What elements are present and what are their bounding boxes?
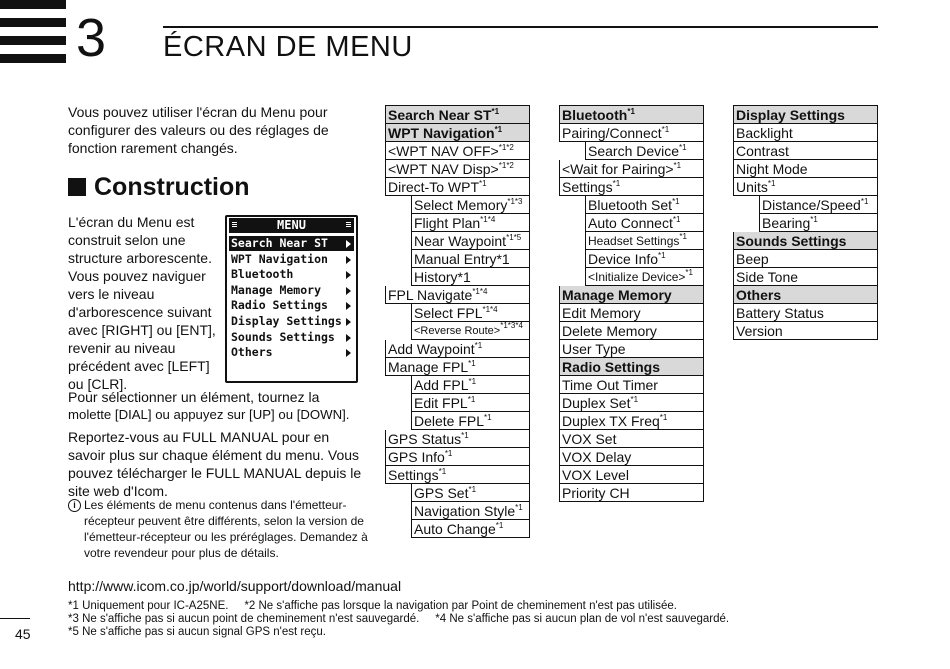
menu-tree-item-label: FPL Navigate [388, 287, 473, 303]
footnote-1: *1 Uniquement pour IC-A25NE. [68, 600, 229, 612]
footnote-mark: *1 [860, 197, 869, 206]
menu-tree-item [385, 466, 530, 484]
menu-screen-item [229, 345, 354, 360]
menu-tree-column-3 [733, 105, 878, 340]
footnote-mark: *1 [661, 125, 670, 134]
menu-tree-item [759, 214, 878, 232]
footnote-mark: *1 [679, 143, 687, 152]
menu-tree-item [411, 520, 530, 538]
menu-tree-item [585, 268, 704, 286]
menu-screen-title-text: MENU [277, 218, 306, 232]
footnote-mark: *1 [495, 521, 504, 530]
menu-screen-item-label: Radio Settings [231, 298, 328, 313]
footnote-mark: *1 [491, 107, 500, 116]
menu-screen-item [229, 252, 354, 267]
menu-screen [225, 215, 358, 383]
menu-tree-heading [733, 286, 878, 304]
footnote-mark: *1 [468, 485, 477, 494]
menu-screen-item [229, 330, 354, 345]
footnote-mark: *1 [468, 377, 477, 386]
chapter-title: ÉCRAN DE MENU [163, 31, 413, 63]
menu-tree-item [559, 322, 704, 340]
footnote-mark: *1 [438, 467, 447, 476]
menu-tree-item-label: GPS Set [414, 485, 469, 501]
menu-screen-item-label: Others [231, 345, 273, 360]
menu-tree-item [559, 466, 704, 484]
menu-tree-item [733, 124, 878, 142]
footnote-mark: *1 [467, 395, 476, 404]
square-bullet-icon [68, 178, 86, 196]
menu-tree-item-label: VOX Set [562, 431, 617, 447]
menu-tree-item-label: <Wait for Pairing> [562, 161, 674, 177]
menu-tree-item-label: <Reverse Route> [414, 325, 501, 337]
menu-tree-column-1 [385, 105, 530, 538]
chevron-right-icon [346, 240, 351, 248]
footnote-2: *2 Ne s'affiche pas lorsque la navigation par Point de cheminement n'est pas utilisée. [244, 600, 677, 612]
menu-tree-item-label: Units [736, 179, 768, 195]
menu-tree-item [733, 142, 878, 160]
menu-screen-item-label: Manage Memory [231, 282, 322, 297]
menu-tree-item-label: Priority CH [562, 485, 630, 501]
menu-tree-item-label: Others [736, 287, 782, 303]
footnote-mark: *1 [685, 268, 693, 277]
menu-tree-item-label: VOX Delay [562, 449, 632, 465]
menu-tree-item [385, 178, 530, 196]
menu-tree-item [559, 160, 704, 178]
menu-tree-item-label: WPT Navigation [388, 125, 495, 141]
chevron-right-icon [346, 271, 351, 279]
chapter-tab-bar [0, 0, 66, 9]
chevron-right-icon [346, 349, 351, 357]
chapter-tab-bar [0, 18, 66, 27]
menu-tree-item-label: Manage Memory [562, 287, 672, 303]
menu-screen-item [229, 236, 354, 251]
footnote-mark: *1 [612, 179, 621, 188]
footnote-mark: *1*3 [507, 197, 523, 206]
menu-tree-item-label: Contrast [736, 143, 789, 159]
menu-lines-icon [346, 222, 351, 223]
menu-tree-heading [559, 358, 704, 376]
footnote-mark: *1 [474, 341, 483, 350]
menu-tree-heading [385, 124, 530, 142]
menu-screen-item-label: Search Near ST [231, 236, 328, 250]
menu-tree-item [559, 340, 704, 358]
menu-tree-item-label: Flight Plan [414, 215, 481, 231]
footnote-mark: *1 [672, 215, 681, 224]
chevron-right-icon [346, 287, 351, 295]
menu-tree-item-label: Side Tone [736, 269, 799, 285]
menu-tree-item-label: Sounds Settings [736, 233, 847, 249]
menu-tree-item-label: <Initialize Device> [588, 270, 686, 284]
menu-tree-item-label: Add FPL [414, 377, 469, 393]
footnotes [68, 600, 938, 639]
page-number: 45 [15, 626, 31, 642]
chapter-tab-bar [0, 54, 66, 63]
menu-tree-item [385, 340, 530, 358]
menu-tree-item-label: User Type [562, 341, 626, 357]
menu-tree-item [385, 160, 530, 178]
menu-tree-item-label: GPS Status [388, 431, 462, 447]
menu-screen-item [229, 314, 354, 329]
menu-tree-item [411, 196, 530, 214]
menu-tree-item-label: History*1 [414, 269, 471, 285]
footnote-mark: *1 [679, 232, 687, 241]
footnote-mark: *1*2 [498, 161, 514, 170]
menu-tree-item-label: Night Mode [736, 161, 808, 177]
menu-tree-item [411, 484, 530, 502]
chevron-right-icon [346, 318, 351, 326]
footnote-mark: *1 [468, 359, 476, 368]
menu-tree-item [411, 232, 530, 250]
menu-tree-heading [733, 106, 878, 124]
footnote-mark: *1*3*4 [500, 321, 523, 330]
menu-tree-item [733, 322, 878, 340]
menu-tree-item-label: Navigation Style [414, 503, 516, 519]
footnote-mark: *1 [659, 413, 668, 422]
footnote-mark: *1 [627, 107, 635, 116]
selection-line-2: molette [DIAL] ou appuyez sur [UP] ou [DOWN]. [68, 407, 350, 422]
menu-tree-item-label: Manual Entry*1 [414, 251, 510, 267]
menu-tree-item [585, 214, 704, 232]
menu-tree-heading [733, 232, 878, 250]
menu-tree-item [733, 250, 878, 268]
menu-tree-item [411, 412, 530, 430]
menu-tree-item [759, 196, 878, 214]
menu-tree-item-label: Duplex TX Freq [562, 413, 660, 429]
menu-tree-item [585, 250, 704, 268]
chapter-rule [163, 26, 878, 28]
page-rule [0, 618, 30, 619]
footnote-mark: *1 [484, 413, 492, 422]
manual-paragraph: Reportez-vous au FULL MANUAL pour en savoir plus sur chaque élément du menu. Vous pouvez télécharger le FULL MANUAL depuis le site web d'Icom. [68, 429, 362, 499]
menu-tree-item [385, 430, 530, 448]
menu-tree-item-label: Settings [388, 467, 439, 483]
menu-tree-item-label: Display Settings [736, 107, 845, 123]
menu-tree-item [411, 268, 530, 286]
menu-tree-item [411, 214, 530, 232]
menu-tree-item-label: Search Near ST [388, 107, 492, 123]
menu-tree-item [733, 268, 878, 286]
menu-tree-item-label: Search Device [588, 143, 680, 159]
menu-tree-item-label: Add Waypoint [388, 341, 475, 357]
menu-tree-item [559, 178, 704, 196]
menu-tree-item-label: Version [736, 323, 783, 339]
menu-tree-item [411, 322, 530, 340]
footnote-mark: *1*2 [498, 143, 514, 152]
menu-tree-item [733, 160, 878, 178]
menu-tree-column-2 [559, 105, 704, 502]
menu-tree-item-label: Delete FPL [414, 413, 485, 429]
footnote-mark: *1 [461, 431, 469, 440]
selection-paragraph [68, 388, 368, 424]
menu-tree-item-label: Backlight [736, 125, 793, 141]
menu-tree-item-label: Select FPL [414, 305, 483, 321]
menu-tree-item [559, 394, 704, 412]
menu-screen-item-label: Bluetooth [231, 267, 294, 282]
download-url: http://www.icom.co.jp/world/support/download/manual [68, 578, 402, 594]
menu-tree-item [585, 232, 704, 250]
menu-tree-item [385, 142, 530, 160]
menu-tree-item [385, 358, 530, 376]
section-heading [68, 172, 250, 202]
menu-tree-item-label: Bearing [762, 215, 811, 231]
menu-tree-item [585, 196, 704, 214]
menu-tree-item-label: Edit FPL [414, 395, 468, 411]
menu-tree-item-label: Select Memory [414, 197, 508, 213]
menu-tree-item-label: Auto Change [414, 521, 496, 537]
footnote-mark: *1 [672, 197, 680, 206]
menu-tree-item-label: Distance/Speed [762, 197, 861, 213]
footnote-5: *5 Ne s'affiche pas si aucun signal GPS n'est reçu. [68, 626, 326, 638]
menu-tree-item [585, 142, 704, 160]
menu-screen-title [229, 218, 354, 233]
menu-tree-item-label: Beep [736, 251, 769, 267]
menu-tree-item-label: <WPT NAV Disp> [388, 161, 499, 177]
menu-tree-item-label: Settings [562, 179, 613, 195]
menu-tree-item [733, 178, 878, 196]
chapter-number: 3 [76, 8, 107, 68]
section-title: Construction [94, 173, 250, 201]
chevron-right-icon [346, 334, 351, 342]
footnote-mark: *1 [658, 251, 666, 260]
note-text: Les éléments de menu contenus dans l'émetteur-récepteur peuvent être différents, selon la version de l'émetteur-récepteur ou les préréglages. Demandez à votre revendeur pour plus de détails. [84, 498, 368, 560]
menu-tree-item [411, 250, 530, 268]
menu-tree-item-label: Manage FPL [388, 359, 469, 375]
footnote-mark: *1*4 [480, 215, 496, 224]
menu-tree-item [411, 394, 530, 412]
menu-tree-item [559, 124, 704, 142]
footnote-mark: *1 [494, 125, 503, 134]
footnote-mark: *1 [673, 161, 682, 170]
menu-tree-heading [559, 106, 704, 124]
menu-tree-item [559, 412, 704, 430]
menu-tree-item [559, 448, 704, 466]
menu-tree-item [559, 430, 704, 448]
menu-tree-item-label: GPS Info [388, 449, 445, 465]
footnote-4: *4 Ne s'affiche pas si aucun plan de vol n'est sauvegardé. [435, 613, 730, 625]
menu-tree-item-label: Delete Memory [562, 323, 657, 339]
menu-tree-item [411, 502, 530, 520]
menu-tree-item-label: Headset Settings [588, 234, 680, 248]
intro-paragraph: Vous pouvez utiliser l'écran du Menu pour configurer des valeurs ou des réglages de fonction rarement changés. [68, 104, 329, 156]
menu-tree-item [559, 304, 704, 322]
menu-lines-icon [232, 222, 237, 223]
menu-tree-item-label: <WPT NAV OFF> [388, 143, 499, 159]
menu-screen-item-label: Sounds Settings [231, 329, 335, 344]
footnote-3: *3 Ne s'affiche pas si aucun point de cheminement n'est sauvegardé. [68, 613, 420, 625]
menu-tree-item-label: Direct-To WPT [388, 179, 479, 195]
menu-tree-item [733, 304, 878, 322]
menu-tree-item [385, 286, 530, 304]
footnote-mark: *1 [515, 503, 523, 512]
footnote-mark: *1*5 [506, 233, 522, 242]
menu-tree-heading [559, 286, 704, 304]
menu-tree-item-label: Battery Status [736, 305, 824, 321]
menu-tree-item-label: Radio Settings [562, 359, 661, 375]
selection-line-1: Pour sélectionner un élément, tournez la [68, 389, 320, 405]
menu-tree-heading [385, 106, 530, 124]
footnote-mark: *1 [479, 179, 487, 188]
footnote-mark: *1 [444, 449, 453, 458]
menu-tree-item-label: Auto Connect [588, 215, 673, 231]
menu-screen-item [229, 283, 354, 298]
note [68, 497, 368, 561]
menu-screen-item [229, 298, 354, 313]
menu-tree-item [385, 448, 530, 466]
construction-paragraph: L'écran du Menu est construit selon une structure arborescente. Vous pouvez naviguer vers le niveau d'arborescence suivant avec [RIGHT] ou [ENT], revenir au niveau précédent avec [LEFT] ou [CLR]. [68, 214, 216, 392]
menu-tree-item-label: Near Waypoint [414, 233, 507, 249]
menu-tree-item-label: Bluetooth Set [588, 197, 673, 213]
menu-tree-item [559, 484, 704, 502]
menu-tree-item [411, 304, 530, 322]
menu-tree-item-label: Device Info [588, 251, 659, 267]
menu-tree-item-label: Time Out Timer [562, 377, 658, 393]
info-icon: i [68, 499, 81, 512]
footnote-mark: *1 [767, 179, 776, 188]
chevron-right-icon [346, 256, 351, 264]
chevron-right-icon [346, 302, 351, 310]
menu-screen-item-label: Display Settings [231, 314, 342, 328]
menu-tree-item-label: Duplex Set [562, 395, 631, 411]
menu-tree-item-label: Pairing/Connect [562, 125, 662, 141]
chapter-tab-bar [0, 36, 66, 45]
menu-tree-item-label: Edit Memory [562, 305, 641, 321]
menu-tree-item-label: VOX Level [562, 467, 629, 483]
footnote-mark: *1*4 [482, 305, 498, 314]
menu-tree-item-label: Bluetooth [562, 107, 628, 123]
footnote-mark: *1 [630, 395, 639, 404]
footnote-mark: *1*4 [472, 287, 488, 296]
menu-screen-item [229, 267, 354, 282]
footnote-mark: *1 [810, 215, 818, 224]
menu-tree-item [559, 376, 704, 394]
menu-screen-item-label: WPT Navigation [231, 251, 328, 266]
menu-tree-item [411, 376, 530, 394]
